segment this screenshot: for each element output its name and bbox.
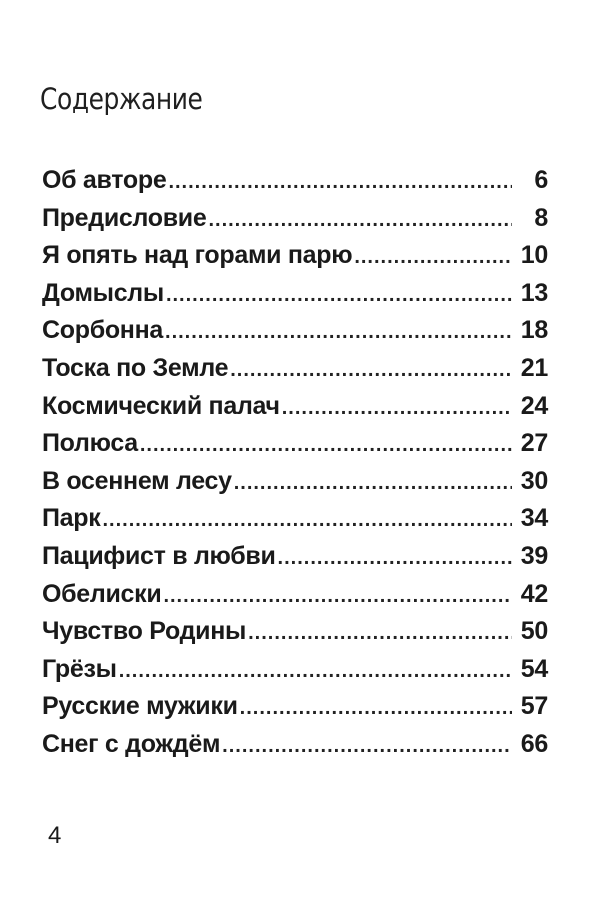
toc-entry-page: 57 [520, 692, 548, 721]
toc-entry-page: 54 [520, 654, 548, 683]
toc-entry [42, 692, 548, 730]
dot-leader [248, 622, 512, 645]
dot-leader [102, 509, 512, 532]
dot-leader [354, 246, 512, 269]
dot-leader [165, 321, 512, 344]
toc-entry [42, 467, 548, 505]
toc-entry-title: В осеннем лесу [42, 466, 232, 495]
toc-entry-title: Грёзы [42, 654, 117, 683]
toc-entry [42, 730, 548, 768]
toc-entry [42, 316, 548, 354]
toc-entry-page: 39 [520, 541, 548, 570]
toc-entry-title: Парк [42, 504, 101, 533]
toc-entry-title: Тоска по Земле [42, 353, 229, 382]
toc-entry-page: 13 [520, 278, 548, 307]
toc-entry-title: Русские мужики [42, 692, 238, 721]
toc-entry-page: 10 [520, 241, 548, 270]
toc-entry [42, 354, 548, 392]
toc-entry-page: 66 [520, 729, 548, 758]
dot-leader [168, 171, 512, 194]
toc-entry [42, 580, 548, 618]
toc-entry [42, 279, 548, 317]
toc-entry-page: 21 [520, 353, 548, 382]
toc-entry [42, 241, 548, 279]
table-of-contents [42, 166, 548, 768]
page-number: 4 [48, 822, 62, 849]
toc-entry-title: Чувство Родины [42, 617, 247, 646]
toc-entry [42, 204, 548, 242]
toc-entry-title: Космический палач [42, 391, 280, 420]
toc-entry-page: 24 [520, 391, 548, 420]
toc-entry-page: 6 [534, 166, 548, 194]
dot-leader [119, 660, 512, 683]
toc-entry-title: Снег с дождём [42, 729, 221, 758]
toc-entry-page: 42 [520, 579, 548, 608]
toc-entry [42, 166, 548, 204]
toc-entry [42, 617, 548, 655]
dot-leader [166, 284, 512, 307]
toc-entry-page: 34 [520, 504, 548, 533]
toc-entry-title: Об авторе [42, 166, 167, 194]
toc-entry-title: Сорбонна [42, 316, 164, 345]
toc-entry-title: Я опять над горами парю [42, 241, 353, 270]
toc-entry-title: Полюса [42, 429, 138, 458]
toc-entry-title: Обелиски [42, 579, 162, 608]
toc-entry-title: Пацифист в любви [42, 541, 276, 570]
dot-leader [234, 472, 512, 495]
page-title: Содержание [40, 82, 203, 116]
toc-entry-page: 30 [520, 466, 548, 495]
dot-leader [140, 434, 512, 457]
toc-entry [42, 655, 548, 693]
dot-leader [240, 697, 512, 720]
dot-leader [222, 735, 512, 758]
toc-entry-page: 18 [520, 316, 548, 345]
toc-entry-title: Предисловие [42, 203, 207, 232]
dot-leader [163, 585, 512, 608]
toc-entry-title: Домыслы [42, 278, 164, 307]
toc-entry-page: 50 [520, 617, 548, 646]
toc-entry [42, 429, 548, 467]
toc-entry-page: 8 [534, 203, 548, 232]
dot-leader [208, 209, 512, 232]
toc-entry [42, 542, 548, 580]
dot-leader [278, 547, 512, 570]
toc-entry [42, 504, 548, 542]
dot-leader [230, 359, 512, 382]
dot-leader [282, 397, 512, 420]
toc-entry [42, 392, 548, 430]
toc-entry-page: 27 [520, 429, 548, 458]
